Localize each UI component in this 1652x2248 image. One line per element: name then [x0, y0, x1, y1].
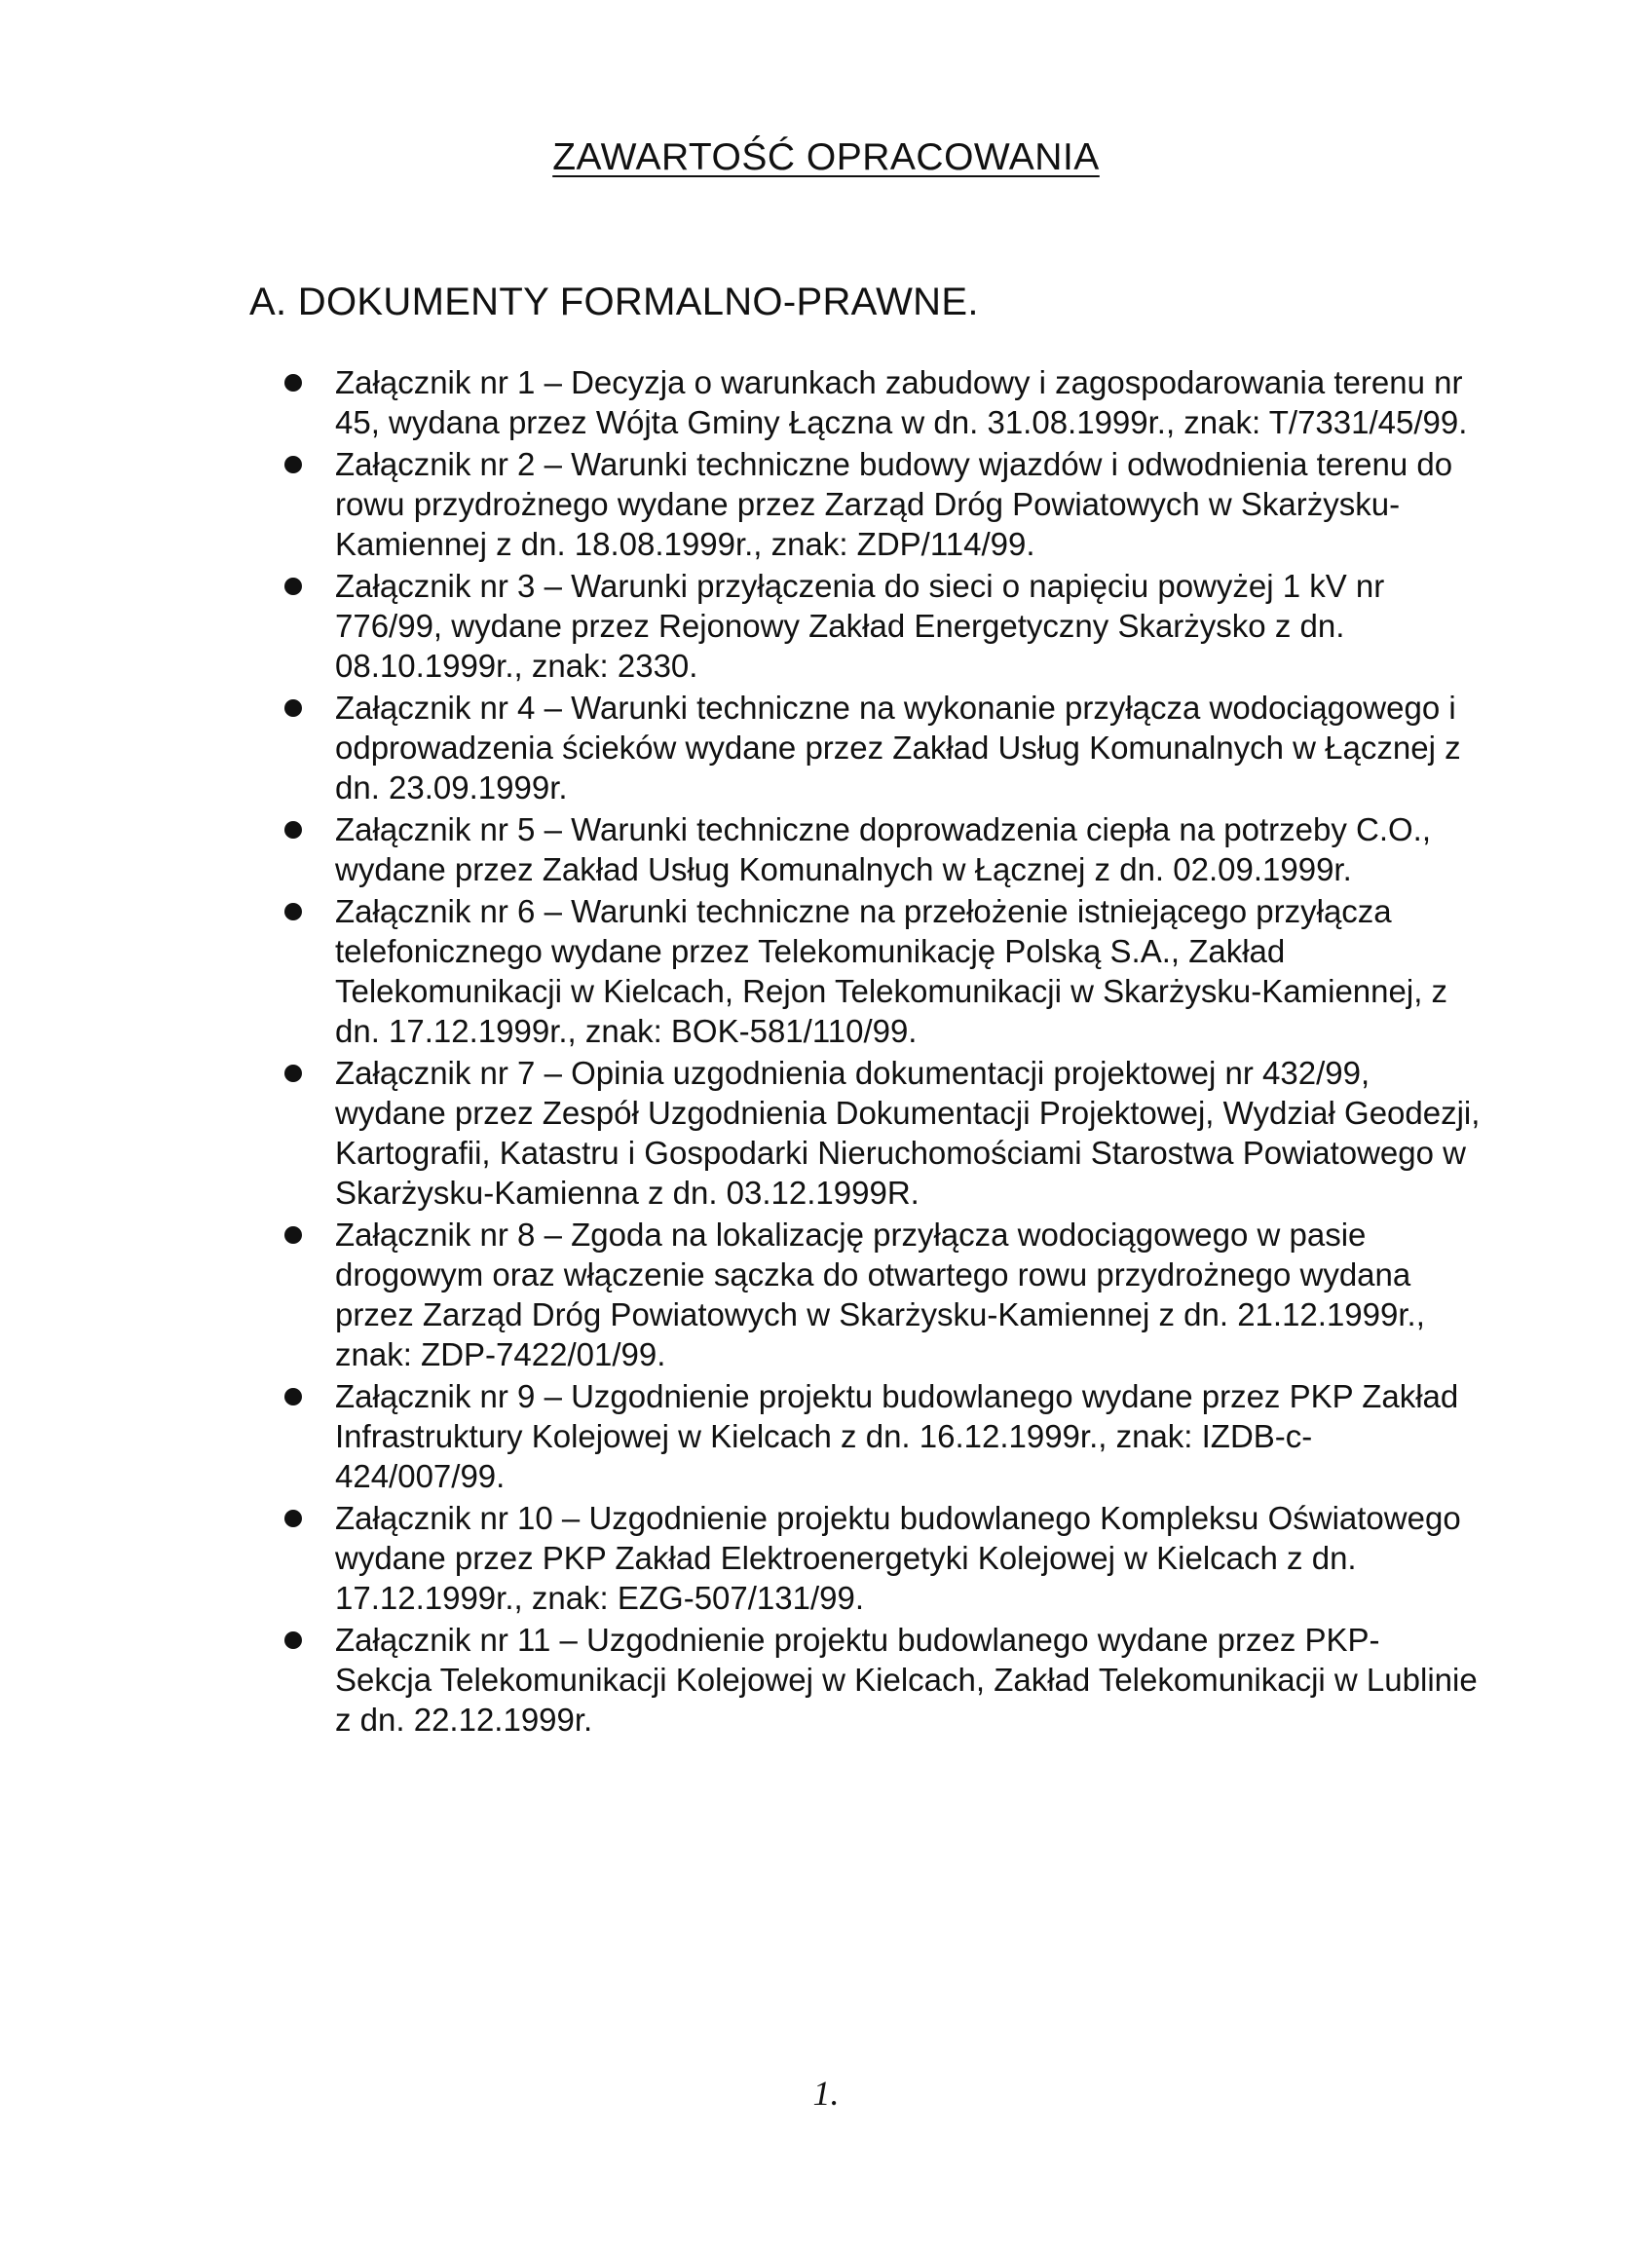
bullet-icon	[284, 699, 302, 717]
page-number: 1.	[812, 2074, 840, 2113]
list-item-text: Załącznik nr 2 – Warunki techniczne budowy wjazdów i odwodnienia terenu do rowu przydrożnego wydane przez Zarząd Dróg Powiatowych w Skarżysku-Kamiennej z dn. 18.08.1999r., znak: ZDP/114/99.	[335, 446, 1453, 562]
bullet-icon	[284, 821, 302, 839]
attachments-list	[282, 362, 1481, 1742]
document-title: ZAWARTOŚĆ OPRACOWANIA	[552, 136, 1100, 178]
list-item-text: Załącznik nr 4 – Warunki techniczne na wykonanie przyłącza wodociągowego i odprowadzenia ścieków wydane przez Zakład Usług Komunalnych w Łącznej z dn. 23.09.1999r.	[335, 690, 1461, 806]
list-item	[282, 1215, 1481, 1374]
bullet-icon	[284, 1510, 302, 1527]
list-item-text: Załącznik nr 11 – Uzgodnienie projektu budowlanego wydane przez PKP- Sekcja Telekomunikacji Kolejowej w Kielcach, Zakład Telekomunikacji w Lublinie z dn. 22.12.1999r.	[335, 1622, 1478, 1738]
bullet-icon	[284, 1388, 302, 1405]
list-item	[282, 891, 1481, 1051]
list-item-text: Załącznik nr 3 – Warunki przyłączenia do sieci o napięciu powyżej 1 kV nr 776/99, wydane przez Rejonowy Zakład Energetyczny Skarżysko z dn. 08.10.1999r., znak: 2330.	[335, 568, 1385, 684]
list-item-text: Załącznik nr 7 – Opinia uzgodnienia dokumentacji projektowej nr 432/99, wydane przez Zespół Uzgodnienia Dokumentacji Projektowej, Wydział Geodezji, Kartografii, Katastru i Gospodarki Nieruchomościami Starostwa Powiatowego w Skarżysku-Kamienna z dn. 03.12.1999R.	[335, 1055, 1481, 1211]
list-item	[282, 688, 1481, 807]
section-heading: A. DOKUMENTY FORMALNO-PRAWNE.	[249, 281, 979, 323]
list-item-text: Załącznik nr 10 – Uzgodnienie projektu budowlanego Kompleksu Oświatowego wydane przez PKP Zakład Elektroenergetyki Kolejowej w Kielcach z dn. 17.12.1999r., znak: EZG-507/131/99.	[335, 1500, 1461, 1616]
bullet-icon	[284, 903, 302, 920]
bullet-icon	[284, 374, 302, 392]
bullet-icon	[284, 1631, 302, 1649]
list-item-text: Załącznik nr 5 – Warunki techniczne doprowadzenia ciepła na potrzeby C.O., wydane przez Zakład Usług Komunalnych w Łącznej z dn. 02.09.1999r.	[335, 811, 1432, 887]
list-item	[282, 444, 1481, 564]
list-item	[282, 1620, 1481, 1740]
bullet-icon	[284, 578, 302, 595]
list-item	[282, 362, 1481, 442]
list-item	[282, 1053, 1481, 1213]
bullet-icon	[284, 456, 302, 473]
bullet-icon	[284, 1226, 302, 1244]
list-item	[282, 1498, 1481, 1618]
list-item-text: Załącznik nr 8 – Zgoda na lokalizację przyłącza wodociągowego w pasie drogowym oraz włączenie sączka do otwartego rowu przydrożnego wydana przez Zarząd Dróg Powiatowych w Skarżysku-Kamiennej z dn. 21.12.1999r., znak: ZDP-7422/01/99.	[335, 1217, 1425, 1372]
list-item-text: Załącznik nr 6 – Warunki techniczne na przełożenie istniejącego przyłącza telefonicznego wydane przez Telekomunikację Polską S.A., Zakład Telekomunikacji w Kielcach, Rejon Telekomunikacji w Skarżysku-Kamiennej, z dn. 17.12.1999r., znak: BOK-581/110/99.	[335, 893, 1448, 1049]
bullet-icon	[284, 1065, 302, 1082]
list-item	[282, 566, 1481, 686]
list-item-text: Załącznik nr 9 – Uzgodnienie projektu budowlanego wydane przez PKP Zakład Infrastruktury Kolejowej w Kielcach z dn. 16.12.1999r., znak: IZDB-c-424/007/99.	[335, 1378, 1459, 1494]
list-item-text: Załącznik nr 1 – Decyzja o warunkach zabudowy i zagospodarowania terenu nr 45, wydana przez Wójta Gminy Łączna w dn. 31.08.1999r., znak: T/7331/45/99.	[335, 364, 1468, 440]
list-item	[282, 1376, 1481, 1496]
list-item	[282, 809, 1481, 889]
